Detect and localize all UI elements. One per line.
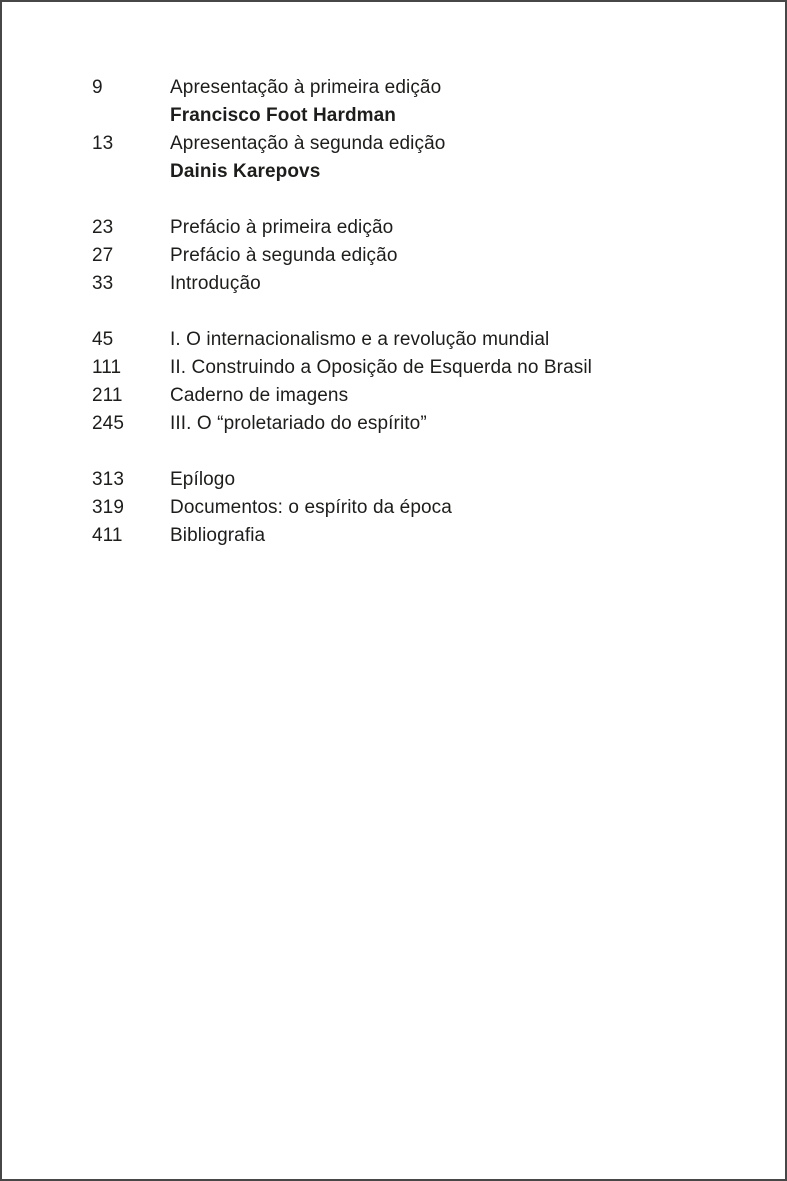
toc-group — [92, 74, 745, 186]
toc-entry-title: Prefácio à segunda edição — [170, 245, 398, 266]
toc-entry — [92, 410, 745, 438]
toc-entry-title: I. O internacionalismo e a revolução mundial — [170, 329, 550, 350]
toc-entry-title: Epílogo — [170, 469, 236, 490]
toc-page-number: 45 — [92, 329, 114, 350]
toc-entry-title: Apresentação à segunda edição — [170, 133, 446, 154]
toc-entry-text — [170, 410, 745, 438]
toc-entry — [92, 74, 745, 130]
toc-entry-text — [170, 354, 745, 382]
toc-entry-title: Documentos: o espírito da época — [170, 497, 452, 518]
toc-entry-text — [170, 494, 745, 522]
toc-entry-text — [170, 130, 745, 186]
toc-page-number: 13 — [92, 133, 114, 154]
toc-entry-text — [170, 382, 745, 410]
toc-entry — [92, 522, 745, 550]
toc-group — [92, 326, 745, 438]
toc-group — [92, 466, 745, 550]
toc-page-number: 111 — [92, 357, 122, 378]
toc-entry — [92, 130, 745, 186]
toc-page-number: 33 — [92, 273, 114, 294]
toc-page-number: 9 — [92, 77, 103, 98]
toc-entry-text — [170, 74, 745, 130]
toc-page-number: 211 — [92, 385, 123, 406]
toc-entry — [92, 326, 745, 354]
toc-entry — [92, 354, 745, 382]
toc-entry-text — [170, 466, 745, 494]
toc-page-number: 411 — [92, 525, 123, 546]
toc-entry — [92, 466, 745, 494]
toc-entry-title: Caderno de imagens — [170, 385, 349, 406]
toc-page-number: 313 — [92, 469, 125, 490]
toc-entry-text — [170, 270, 745, 298]
toc-entry-text — [170, 522, 745, 550]
toc-entry-author: Francisco Foot Hardman — [170, 105, 397, 126]
toc-entry-text — [170, 326, 745, 354]
toc-page-number: 23 — [92, 217, 114, 238]
toc-page-number: 245 — [92, 413, 125, 434]
toc-entry-author: Dainis Karepovs — [170, 161, 321, 182]
toc-page-number: 27 — [92, 245, 114, 266]
toc-entry — [92, 242, 745, 270]
toc-entry-title: Apresentação à primeira edição — [170, 77, 442, 98]
toc-entry — [92, 382, 745, 410]
toc-entry-title: Introdução — [170, 273, 261, 294]
toc-group — [92, 214, 745, 298]
toc-entry-title: III. O “proletariado do espírito” — [170, 413, 427, 434]
toc-entry-text — [170, 242, 745, 270]
toc-entry-text — [170, 214, 745, 242]
toc-entry-title: II. Construindo a Oposição de Esquerda no Brasil — [170, 357, 592, 378]
toc-entry-title: Bibliografia — [170, 525, 266, 546]
toc-entry-title: Prefácio à primeira edição — [170, 217, 394, 238]
toc-page-number: 319 — [92, 497, 125, 518]
toc-entry — [92, 270, 745, 298]
toc-entry — [92, 214, 745, 242]
toc-entry — [92, 494, 745, 522]
table-of-contents — [92, 74, 745, 578]
